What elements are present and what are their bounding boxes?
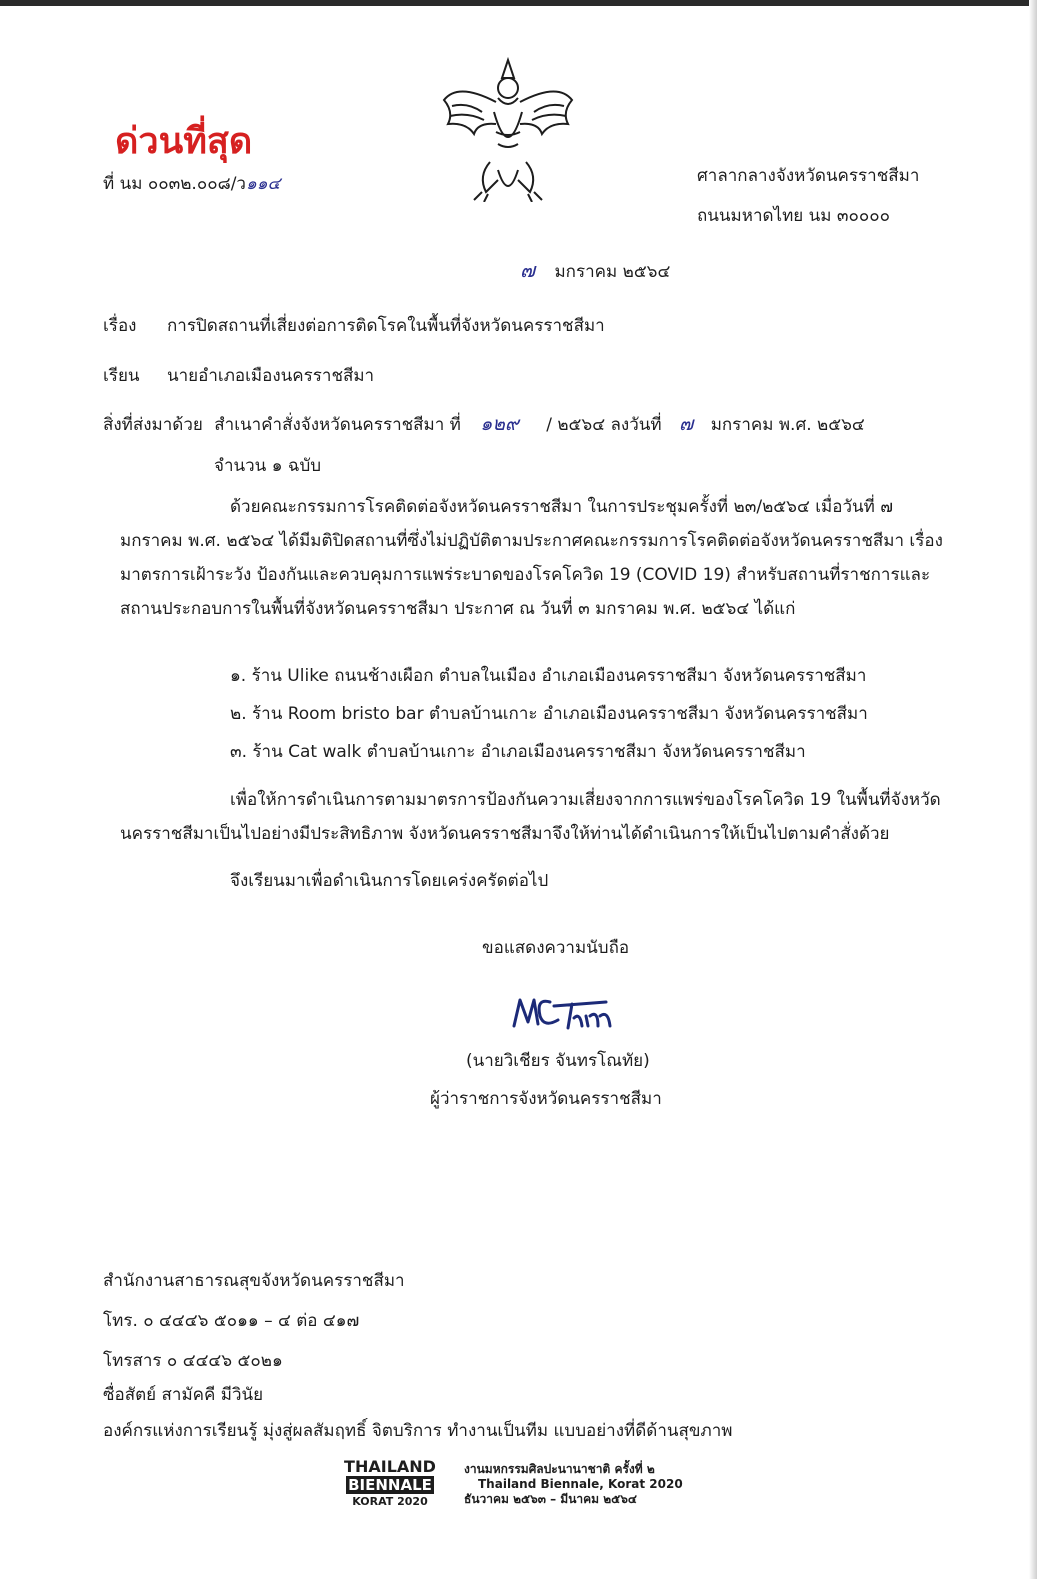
sender-org-name: ศาลากลางจังหวัดนครราชสีมา xyxy=(697,166,920,186)
enclosure-text-1: สำเนาคำสั่งจังหวัดนครราชสีมา ที่ xyxy=(214,415,461,435)
scan-edge-top xyxy=(0,0,1037,6)
footer-fax: โทรสาร ๐ ๔๔๔๖ ๕๐๒๑ xyxy=(103,1351,283,1371)
scan-edge-right xyxy=(1029,0,1037,1579)
signature-icon xyxy=(510,992,620,1032)
addressee-label: เรียน xyxy=(103,366,140,386)
event-line-3: ธันวาคม ๒๕๖๓ – มีนาคม ๒๕๖๔ xyxy=(464,1492,637,1506)
logo-biennale-text: BIENNALE xyxy=(348,1476,432,1494)
addressee-text: นายอำเภอเมืองนครราชสีมา xyxy=(167,366,375,386)
footer-values: ซื่อสัตย์ สามัคคี มีวินัย xyxy=(103,1385,264,1405)
event-line-1: งานมหกรรมศิลปะนานาชาติ ครั้งที่ ๒ xyxy=(464,1462,655,1476)
event-info xyxy=(464,1462,683,1507)
subject-text: การปิดสถานที่เสี่ยงต่อการติดโรคในพื้นที่จังหวัดนครราชสีมา xyxy=(167,316,605,336)
body-paragraph-1: ด้วยคณะกรรมการโรคติดต่อจังหวัดนครราชสีมา ในการประชุมครั้งที่ ๒๓/๒๕๖๔ เมื่อวันที่ ๗ มกราคม พ.ศ. ๒๕๖๔ ได้มีมติปิดสถานที่ซึ่งไม่ปฏิบัติตามประกาศคณะกรรมการโรคติดต่อจังหวัดนครราชสีมา เรื่อง มาตรการเฝ้าระวัง ป้องกันและควบคุมการแพร่ระบาดของโรคโควิด 19 (COVID 19) สำหรับสถานที่ราชการและสถานประกอบการในพื้นที่จังหวัดนครราชสีมา ประกาศ ณ วันที่ ๓ มกราคม พ.ศ. ๒๕๖๔ ได้แก่ xyxy=(120,497,943,619)
enclosure-label: สิ่งที่ส่งมาด้วย xyxy=(103,415,203,435)
logo-line-2 xyxy=(334,1476,446,1494)
footer-motto: องค์กรแห่งการเรียนรู้ มุ่งสู่ผลสัมฤทธิ์ จิตบริการ ทำงานเป็นทีม แบบอย่างที่ดีด้านสุขภาพ xyxy=(103,1421,733,1441)
enclosure-day-handwritten: ๗ xyxy=(678,413,694,435)
urgency-stamp: ด่วนที่สุด xyxy=(115,120,253,162)
closing-regards: ขอแสดงความนับถือ xyxy=(482,938,630,958)
enclosure-text-3: มกราคม พ.ศ. ๒๕๖๔ xyxy=(710,415,865,435)
date-day-handwritten: ๗ xyxy=(520,258,536,282)
body-paragraph-2: เพื่อให้การดำเนินการตามมาตรการป้องกันความเสี่ยงจากการแพร่ของโรคโควิด 19 ในพื้นที่จังหวัดนครราชสีมาเป็นไปอย่างมีประสิทธิภาพ จังหวัดนครราชสีมาจึงให้ท่านได้ดำเนินการให้เป็นไปตามคำสั่งด้วย xyxy=(120,790,941,844)
reference-prefix: ที่ นม ๐๐๓๒.๐๐๘/ว xyxy=(103,174,246,194)
footer-phone: โทร. ๐ ๔๔๔๖ ๕๐๑๑ – ๔ ต่อ ๔๑๗ xyxy=(103,1311,360,1331)
signer-name: (นายวิเชียร จันทรโณทัย) xyxy=(466,1051,650,1071)
enclosure-text-2: / ๒๕๖๔ ลงวันที่ xyxy=(546,415,662,435)
enclosure-order-handwritten: ๑๒๙ xyxy=(480,413,519,435)
reference-number xyxy=(103,173,280,195)
closed-venue-item-1: ๑. ร้าน Ulike ถนนช้างเผือก ตำบลในเมือง อำเภอเมืองนครราชสีมา จังหวัดนครราชสีมา xyxy=(230,666,867,686)
logo-line-1: THAILAND xyxy=(344,1457,436,1476)
signer-position: ผู้ว่าราชการจังหวัดนครราชสีมา xyxy=(430,1089,662,1109)
enclosure-count: จำนวน ๑ ฉบับ xyxy=(214,456,322,476)
letter-date xyxy=(520,259,670,283)
sender-org-address: ถนนมหาดไทย นม ๓๐๐๐๐ xyxy=(697,206,891,226)
subject-label: เรื่อง xyxy=(103,316,137,336)
thailand-biennale-logo xyxy=(334,1458,446,1522)
date-month-year: มกราคม ๒๕๖๔ xyxy=(554,262,671,282)
garuda-emblem-icon xyxy=(438,52,578,202)
enclosure-line xyxy=(103,413,865,436)
reference-handwritten: ๑๑๔ xyxy=(245,174,281,194)
closed-venue-item-3: ๓. ร้าน Cat walk ตำบลบ้านเกาะ อำเภอเมืองนครราชสีมา จังหวัดนครราชสีมา xyxy=(230,742,806,762)
closed-venue-item-2: ๒. ร้าน Room bristo bar ตำบลบ้านเกาะ อำเภอเมืองนครราชสีมา จังหวัดนครราชสีมา xyxy=(230,704,868,724)
logo-line-3: KORAT 2020 xyxy=(352,1495,428,1508)
footer-office: สำนักงานสาธารณสุขจังหวัดนครราชสีมา xyxy=(103,1271,405,1291)
body-paragraph-3: จึงเรียนมาเพื่อดำเนินการโดยเคร่งครัดต่อไป xyxy=(230,871,549,891)
event-line-2: Thailand Biennale, Korat 2020 xyxy=(478,1477,683,1491)
